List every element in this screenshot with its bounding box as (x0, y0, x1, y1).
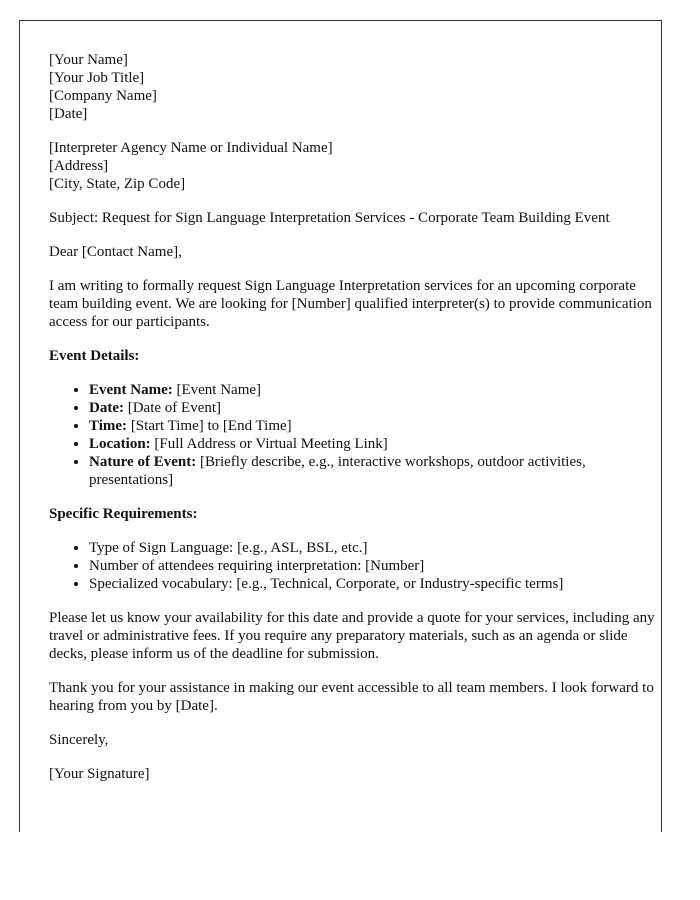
item-label: Event Name: (89, 382, 173, 398)
closing: Sincerely, (49, 732, 109, 748)
item-value: [Full Address or Virtual Meeting Link] (150, 436, 388, 452)
sender-job-title: [Your Job Title] (49, 70, 145, 86)
list-item: • Number of attendees requiring interpretation: [Number] (89, 557, 661, 575)
list-item: • Type of Sign Language: [e.g., ASL, BSL, etc.] (89, 539, 661, 557)
item-label: Location: (89, 436, 151, 452)
recipient-name: [Interpreter Agency Name or Individual Name] (49, 140, 333, 156)
item-label: Time: (89, 418, 128, 434)
sender-company: [Company Name] (49, 88, 157, 104)
recipient-block (49, 139, 661, 193)
recipient-city: [City, State, Zip Code] (49, 176, 186, 192)
item-value: [Start Time] to [End Time] (127, 418, 292, 434)
letter-page (19, 20, 662, 832)
item-label: Date: (89, 400, 124, 416)
requirements-list (49, 539, 661, 593)
list-item (89, 381, 661, 399)
item-label: Nature of Event: (89, 454, 197, 470)
sender-name: [Your Name] (49, 52, 128, 68)
signature: [Your Signature] (49, 766, 150, 782)
event-details-heading (49, 347, 661, 365)
thanks-paragraph: Thank you for your assistance in making our event accessible to all team members. I look forward to hearing from you by [Date]. (49, 680, 654, 714)
letter-date: [Date] (49, 106, 88, 122)
list-item (89, 453, 661, 489)
intro-paragraph: I am writing to formally request Sign Language Interpretation services for an upcoming corporate team building event. We are looking for [Number] qualified interpreter(s) to provide communication access for our participants. (49, 278, 652, 330)
list-item: • Specialized vocabulary: [e.g., Technical, Corporate, or Industry-specific terms] (89, 575, 661, 593)
list-item (89, 417, 661, 435)
list-item (89, 399, 661, 417)
recipient-address: [Address] (49, 158, 109, 174)
item-value: [Briefly describe, e.g., interactive workshops, outdoor activities, presentations] (89, 454, 586, 488)
event-details-list (49, 381, 661, 489)
item-value: [Date of Event] (123, 400, 222, 416)
requirements-heading (49, 505, 661, 523)
item-value: [Event Name] (172, 382, 262, 398)
event-details-heading-text: Event Details: (49, 348, 140, 364)
list-item (89, 435, 661, 453)
salutation: Dear [Contact Name], (49, 244, 182, 260)
subject-line: Subject: Request for Sign Language Interpretation Services - Corporate Team Building Event (49, 210, 610, 226)
requirements-heading-text: Specific Requirements: (49, 506, 198, 522)
sender-block (49, 51, 661, 123)
availability-paragraph: Please let us know your availability for this date and provide a quote for your services, including any travel or administrative fees. If you require any preparatory materials, such as an agenda or slide decks, please inform us of the deadline for submission. (49, 610, 655, 662)
